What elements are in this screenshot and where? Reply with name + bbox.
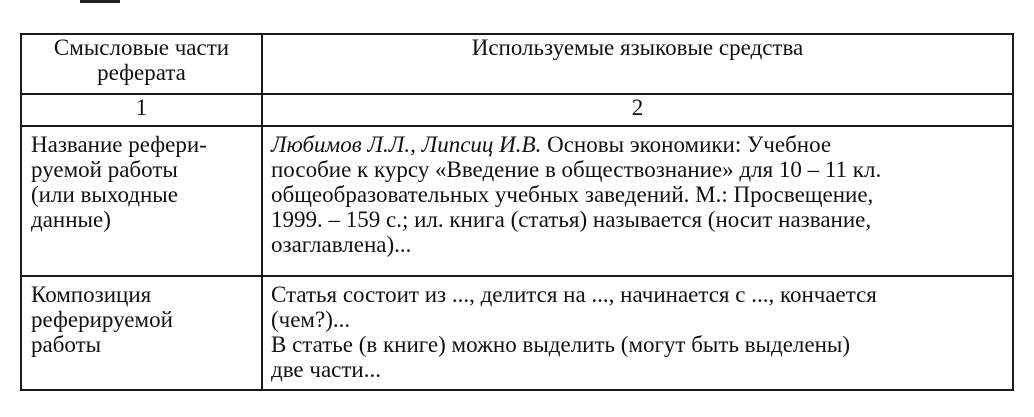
column-number-2: 2	[262, 94, 1013, 126]
row-content-composition	[262, 276, 1013, 390]
column-number-1: 1	[21, 94, 262, 126]
table-row	[21, 276, 1013, 390]
scan-artifact	[80, 0, 120, 3]
content-line: В статье (в книге) можно выделить (могут быть выделены)	[271, 332, 851, 357]
row-label-line: Композиция	[31, 282, 152, 307]
header-cell-language-means: Используемые языковые средства	[262, 34, 1013, 94]
header-parts-line1: Смысловые части	[53, 35, 230, 60]
table-row	[21, 126, 1013, 276]
content-line: общеобразовательных учебных заведений. М.: Просвещение,	[271, 182, 874, 207]
header-parts-line2: реферата	[97, 60, 186, 85]
authors-text: Любимов Л.Л., Липсиц И.В.	[271, 132, 542, 157]
row-label-line: работы	[31, 332, 102, 357]
content-line	[271, 132, 1004, 157]
content-line: 1999. – 159 с.; ил. книга (статья) называется (носит название,	[271, 207, 872, 232]
book-title-text: Основы экономики: Учебное	[541, 132, 832, 157]
row-label-line: реферируемой	[31, 307, 173, 332]
reference-table	[20, 33, 1014, 391]
row-label-composition	[21, 276, 262, 390]
content-line: Статья состоит из ..., делится на ..., начинается с ..., кончается	[271, 282, 877, 307]
row-content-title	[262, 126, 1013, 276]
content-line: пособие к курсу «Введение в обществознание» для 10 – 11 кл.	[271, 157, 882, 182]
content-line: (чем?)...	[271, 307, 351, 332]
content-line: озаглавлена)...	[271, 232, 412, 257]
table-header-row	[21, 34, 1013, 94]
row-label-line: руемой работы	[31, 157, 178, 182]
header-cell-parts	[21, 34, 262, 94]
content-line: две части...	[271, 357, 381, 382]
row-label-line: (или выходные	[31, 182, 178, 207]
row-label-title	[21, 126, 262, 276]
row-label-line: данные)	[31, 207, 111, 232]
row-label-line: Название рефери-	[31, 132, 207, 157]
column-number-row	[21, 94, 1013, 126]
